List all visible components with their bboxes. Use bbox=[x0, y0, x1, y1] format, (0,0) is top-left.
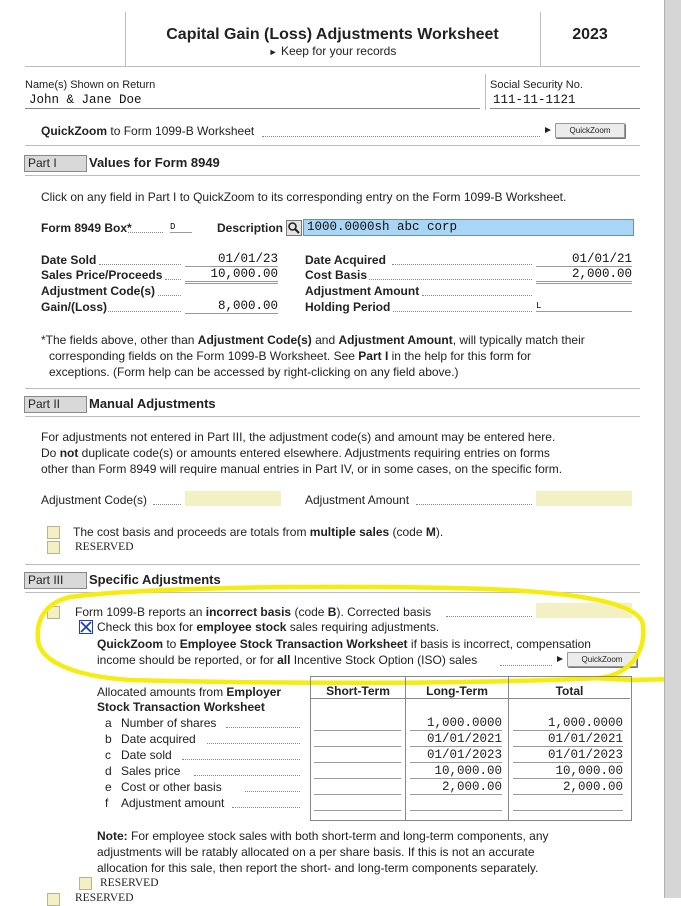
description-label: Description bbox=[217, 221, 284, 235]
note-text: , will typically match their bbox=[452, 333, 585, 347]
cost-basis-value[interactable]: 2,000.00 bbox=[536, 267, 632, 282]
row-label: Sales price bbox=[121, 764, 181, 778]
label-bold: incorrect basis bbox=[205, 605, 292, 619]
cell-total[interactable]: 01/01/2021 bbox=[513, 732, 623, 747]
holding-period-value[interactable]: L bbox=[536, 299, 632, 312]
intro-line: For adjustments not entered in Part III, the adjustment code(s) and amount may be entered here. bbox=[41, 430, 556, 444]
row-letter: c bbox=[105, 748, 111, 762]
label-text: if basis is incorrect, compensation bbox=[407, 637, 591, 651]
label-bold: employee stock bbox=[196, 620, 287, 634]
col-short-term: Short-Term bbox=[326, 684, 390, 698]
label-bold: Employer bbox=[226, 685, 282, 699]
cell-long-term[interactable]: 10,000.00 bbox=[410, 764, 502, 779]
label-text: ). Corrected basis bbox=[336, 605, 432, 619]
note-bold: Adjustment Amount bbox=[338, 333, 453, 347]
label-text: The cost basis and proceeds are totals from bbox=[73, 525, 310, 539]
reserved-label: RESERVED bbox=[75, 541, 134, 553]
part3-tag: Part III bbox=[24, 572, 87, 589]
part1-title: Values for Form 8949 bbox=[89, 155, 220, 170]
row-letter: a bbox=[105, 716, 112, 730]
label-text: (code bbox=[389, 525, 426, 539]
cell-long-term[interactable] bbox=[410, 796, 502, 811]
cell-short-term[interactable] bbox=[314, 716, 401, 731]
quickzoom-1099b-button[interactable]: QuickZoom bbox=[555, 123, 625, 138]
cell-total[interactable]: 10,000.00 bbox=[513, 764, 623, 779]
cost-basis-label: Cost Basis bbox=[305, 268, 368, 282]
label-text: ). bbox=[435, 525, 444, 539]
note-bold: Part I bbox=[358, 349, 389, 363]
names-value[interactable]: John & Jane Doe bbox=[29, 93, 142, 107]
subtitle-text: Keep for your records bbox=[280, 44, 397, 58]
label-text: Form 1099-B reports an bbox=[75, 605, 206, 619]
adj-code-label-p1: Adjustment Code(s) bbox=[41, 284, 155, 298]
form-title: Capital Gain (Loss) Adjustments Worksheet bbox=[166, 26, 499, 43]
quickzoom-bold: QuickZoom bbox=[41, 124, 108, 138]
label-text: income should be reported, or for bbox=[97, 653, 278, 667]
quickzoom-text: to Form 1099-B Worksheet bbox=[110, 124, 255, 138]
note-text: and bbox=[311, 333, 339, 347]
adj-amount-label-p1: Adjustment Amount bbox=[305, 284, 420, 298]
cell-long-term[interactable]: 01/01/2021 bbox=[410, 732, 502, 747]
label-text: Check this box for bbox=[97, 620, 197, 634]
label-bold: B bbox=[327, 605, 337, 619]
form8949-box-value[interactable]: D bbox=[170, 222, 192, 233]
reserved-label-p3: RESERVED bbox=[100, 877, 159, 889]
window-edge bbox=[664, 0, 681, 898]
label-text: sales requiring adjustments. bbox=[286, 620, 440, 634]
cell-long-term[interactable]: 2,000.00 bbox=[410, 780, 502, 795]
col-total: Total bbox=[555, 684, 584, 698]
tax-year: 2023 bbox=[572, 26, 608, 43]
description-field[interactable]: 1000.0000sh abc corp bbox=[303, 219, 634, 236]
row-letter: e bbox=[105, 780, 112, 794]
leader-dots bbox=[207, 743, 300, 744]
gain-value[interactable]: 8,000.00 bbox=[185, 299, 278, 314]
ssn-label: Social Security No. bbox=[490, 79, 583, 91]
part2-title: Manual Adjustments bbox=[89, 396, 216, 411]
names-label: Name(s) Shown on Return bbox=[25, 79, 156, 91]
row-label: Adjustment amount bbox=[121, 796, 225, 810]
row-label: Date sold bbox=[121, 748, 172, 762]
leader-dots bbox=[226, 727, 300, 728]
intro-line: other than Form 8949 will require manual entries in Part IV, or in some cases, on the specific form. bbox=[41, 462, 563, 476]
leader-dots bbox=[182, 759, 300, 760]
part1-intro: Click on any field in Part I to QuickZoom to its corresponding entry on the Form 1099-B Worksheet. bbox=[41, 190, 567, 204]
note-text: For employee stock sales with both short-term and long-term components, any bbox=[127, 829, 549, 843]
reserved-checkbox-cut[interactable] bbox=[47, 893, 60, 906]
alloc-caption-line1 bbox=[97, 685, 281, 699]
adj-amount-label-p2: Adjustment Amount bbox=[305, 493, 410, 507]
row-letter: d bbox=[105, 764, 112, 778]
gain-label: Gain/(Loss) bbox=[41, 300, 108, 314]
col-long-term: Long-Term bbox=[426, 684, 488, 698]
leader-dots bbox=[245, 791, 300, 792]
note-text: corresponding fields on the Form 1099-B Worksheet. See bbox=[49, 349, 359, 363]
row-label: Cost or other basis bbox=[121, 780, 222, 794]
annotation-loop bbox=[38, 587, 644, 683]
row-label: Date acquired bbox=[121, 732, 196, 746]
label-text: to bbox=[163, 637, 180, 651]
cell-short-term[interactable] bbox=[314, 748, 401, 763]
part1-tag: Part I bbox=[24, 155, 87, 172]
pointer-icon: ► bbox=[268, 47, 278, 57]
cell-total[interactable] bbox=[513, 796, 623, 811]
part2-tag: Part II bbox=[24, 396, 87, 413]
label-text: Allocated amounts from bbox=[97, 685, 227, 699]
label-bold: all bbox=[277, 653, 291, 667]
note-text: allocation for this sale, then report the short- and long-term components separately. bbox=[97, 861, 539, 875]
cell-long-term[interactable]: 1,000.0000 bbox=[410, 716, 502, 731]
date-sold-value[interactable]: 01/01/23 bbox=[185, 252, 278, 267]
part3-title: Specific Adjustments bbox=[89, 572, 221, 587]
adj-code-label-p2: Adjustment Code(s) bbox=[41, 493, 148, 507]
note-text: adjustments will be ratably allocated on a per share basis. If this is not an accurate bbox=[97, 845, 535, 859]
date-sold-label: Date Sold bbox=[41, 253, 97, 267]
row-letter: b bbox=[105, 732, 112, 746]
cell-short-term[interactable] bbox=[314, 732, 401, 747]
proceeds-label: Sales Price/Proceeds bbox=[41, 268, 163, 282]
note-bold: Adjustment Code(s) bbox=[197, 333, 312, 347]
cell-total[interactable]: 1,000.0000 bbox=[513, 716, 623, 731]
form8949-box-label: Form 8949 Box* bbox=[41, 221, 132, 235]
label-bold: QuickZoom bbox=[97, 637, 164, 651]
part3-note bbox=[97, 828, 549, 876]
cell-short-term[interactable] bbox=[314, 764, 401, 779]
label-bold: M bbox=[425, 525, 436, 539]
date-acquired-label: Date Acquired bbox=[305, 253, 386, 267]
reserved-checkbox-p3[interactable] bbox=[79, 877, 92, 890]
leader-dots bbox=[232, 807, 300, 808]
cell-short-term[interactable] bbox=[314, 796, 401, 811]
label-bold: multiple sales bbox=[309, 525, 390, 539]
reserved-label-cut: RESERVED bbox=[75, 892, 134, 904]
date-acquired-value[interactable]: 01/01/21 bbox=[536, 252, 632, 267]
table-header-rule bbox=[310, 698, 630, 699]
note-text: *The fields above, other than bbox=[41, 333, 198, 347]
intro-bold: not bbox=[59, 446, 79, 460]
note-bold: Note: bbox=[97, 829, 128, 843]
label-text: (code bbox=[291, 605, 328, 619]
label-bold: Employee Stock Transaction Worksheet bbox=[179, 637, 408, 651]
note-text: exceptions. (Form help can be accessed by right-clicking on any field above.) bbox=[49, 365, 459, 379]
quickzoom-employee-button[interactable]: QuickZoom bbox=[567, 652, 637, 667]
ssn-value[interactable]: 111-11-1121 bbox=[493, 93, 576, 107]
cell-long-term[interactable]: 01/01/2023 bbox=[410, 748, 502, 763]
alloc-caption-line2: Stock Transaction Worksheet bbox=[97, 700, 265, 714]
row-label: Number of shares bbox=[121, 716, 217, 730]
note-text: in the help for this form for bbox=[388, 349, 532, 363]
cell-short-term[interactable] bbox=[314, 780, 401, 795]
leader-dots bbox=[194, 775, 300, 776]
holding-period-label: Holding Period bbox=[305, 300, 391, 314]
cell-total[interactable]: 01/01/2023 bbox=[513, 748, 623, 763]
label-text: Incentive Stock Option (ISO) sales bbox=[290, 653, 478, 667]
intro-text: duplicate code(s) or amounts entered elsewhere. Adjustments requiring entries on forms bbox=[78, 446, 550, 460]
cell-total[interactable]: 2,000.00 bbox=[513, 780, 623, 795]
proceeds-value[interactable]: 10,000.00 bbox=[185, 267, 278, 282]
row-letter: f bbox=[105, 796, 109, 810]
intro-text: Do bbox=[41, 446, 60, 460]
